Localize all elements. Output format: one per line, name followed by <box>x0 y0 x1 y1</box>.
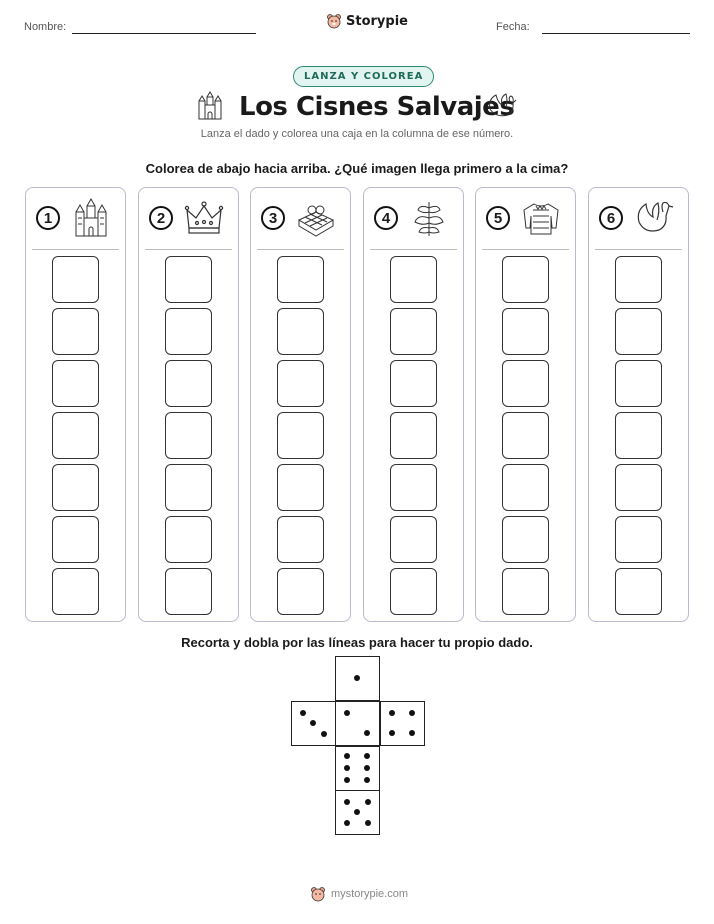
footer <box>310 886 408 902</box>
die-pip <box>354 809 360 815</box>
nettle-basket-icon <box>295 198 337 238</box>
bear-icon <box>310 886 326 902</box>
die-pip <box>364 730 370 736</box>
die-pip <box>365 799 371 805</box>
nettle-plant-icon <box>408 198 450 238</box>
die-face-1 <box>335 656 380 701</box>
date-label: Fecha: <box>496 21 530 33</box>
die-pip <box>354 675 360 681</box>
color-box[interactable] <box>502 308 549 355</box>
die-pip <box>344 777 350 783</box>
die-pip <box>364 777 370 783</box>
color-box[interactable] <box>615 308 662 355</box>
die-pip <box>389 710 395 716</box>
race-column-6 <box>588 187 689 622</box>
name-label: Nombre: <box>24 21 67 33</box>
column-header <box>26 198 125 240</box>
color-box[interactable] <box>277 412 324 459</box>
crown-icon <box>183 198 225 238</box>
color-box[interactable] <box>390 464 437 511</box>
date-line[interactable] <box>542 33 690 34</box>
color-box[interactable] <box>390 256 437 303</box>
column-number: 3 <box>261 206 285 230</box>
color-box[interactable] <box>52 412 99 459</box>
race-column-3 <box>250 187 351 622</box>
brand-logo <box>326 13 408 29</box>
color-box[interactable] <box>277 256 324 303</box>
column-divider <box>145 249 232 250</box>
column-header <box>589 198 688 240</box>
die-pip <box>365 820 371 826</box>
color-box[interactable] <box>165 360 212 407</box>
die-pip <box>364 753 370 759</box>
color-box[interactable] <box>52 308 99 355</box>
color-box[interactable] <box>390 308 437 355</box>
color-box[interactable] <box>52 360 99 407</box>
color-box[interactable] <box>52 568 99 615</box>
color-box[interactable] <box>615 568 662 615</box>
castle-icon <box>70 198 112 238</box>
die-pip <box>409 710 415 716</box>
column-number: 5 <box>486 206 510 230</box>
die-face-2 <box>335 701 380 746</box>
column-number: 1 <box>36 206 60 230</box>
die-pip <box>389 730 395 736</box>
color-box[interactable] <box>165 516 212 563</box>
column-header <box>139 198 238 240</box>
die-pip <box>344 799 350 805</box>
color-box[interactable] <box>502 256 549 303</box>
swan-icon <box>486 91 518 121</box>
castle-icon <box>197 91 223 121</box>
die-face-3 <box>291 701 336 746</box>
column-header <box>476 198 575 240</box>
name-line[interactable] <box>72 33 256 34</box>
color-box[interactable] <box>615 360 662 407</box>
die-pip <box>321 731 327 737</box>
color-box[interactable] <box>165 464 212 511</box>
instruction-bottom: Recorta y dobla por las líneas para hacer tu propio dado. <box>181 635 533 650</box>
column-divider <box>482 249 569 250</box>
color-box[interactable] <box>390 360 437 407</box>
die-pip <box>344 710 350 716</box>
footer-url: mystorypie.com <box>331 888 409 900</box>
die-pip <box>344 753 350 759</box>
color-box[interactable] <box>277 516 324 563</box>
die-face-5 <box>335 790 380 835</box>
color-box[interactable] <box>277 464 324 511</box>
instruction-top: Colorea de abajo hacia arriba. ¿Qué imagen llega primero a la cima? <box>145 161 569 176</box>
color-box[interactable] <box>615 516 662 563</box>
die-pip <box>310 720 316 726</box>
color-box[interactable] <box>52 464 99 511</box>
color-box[interactable] <box>165 308 212 355</box>
column-divider <box>257 249 344 250</box>
swan-icon <box>633 198 675 238</box>
column-header <box>364 198 463 240</box>
color-box[interactable] <box>390 568 437 615</box>
bear-icon <box>326 13 342 29</box>
color-box[interactable] <box>502 360 549 407</box>
color-box[interactable] <box>615 464 662 511</box>
column-number: 2 <box>149 206 173 230</box>
column-number: 4 <box>374 206 398 230</box>
color-box[interactable] <box>615 412 662 459</box>
color-box[interactable] <box>502 412 549 459</box>
color-box[interactable] <box>390 516 437 563</box>
activity-badge: LANZA Y COLOREA <box>293 66 434 87</box>
color-box[interactable] <box>52 516 99 563</box>
color-box[interactable] <box>277 568 324 615</box>
column-divider <box>595 249 682 250</box>
race-column-2 <box>138 187 239 622</box>
die-pip <box>364 765 370 771</box>
color-box[interactable] <box>277 308 324 355</box>
brand-name: Storypie <box>346 13 408 29</box>
column-number: 6 <box>599 206 623 230</box>
color-box[interactable] <box>615 256 662 303</box>
color-box[interactable] <box>390 412 437 459</box>
page-title: Los Cisnes Salvajes <box>239 92 515 122</box>
die-face-6 <box>335 746 380 791</box>
color-box[interactable] <box>52 256 99 303</box>
sweater-icon <box>520 198 562 238</box>
die-pip <box>300 710 306 716</box>
die-pip <box>409 730 415 736</box>
color-box[interactable] <box>502 568 549 615</box>
color-box[interactable] <box>165 568 212 615</box>
race-column-1 <box>25 187 126 622</box>
page-subtitle: Lanza el dado y colorea una caja en la columna de ese número. <box>200 128 514 140</box>
color-box[interactable] <box>277 360 324 407</box>
race-column-5 <box>475 187 576 622</box>
color-box[interactable] <box>502 516 549 563</box>
die-face-4 <box>380 701 425 746</box>
die-pip <box>344 765 350 771</box>
race-column-4 <box>363 187 464 622</box>
die-pip <box>344 820 350 826</box>
color-box[interactable] <box>165 412 212 459</box>
column-header <box>251 198 350 240</box>
column-divider <box>32 249 119 250</box>
column-divider <box>370 249 457 250</box>
color-box[interactable] <box>502 464 549 511</box>
color-box[interactable] <box>165 256 212 303</box>
